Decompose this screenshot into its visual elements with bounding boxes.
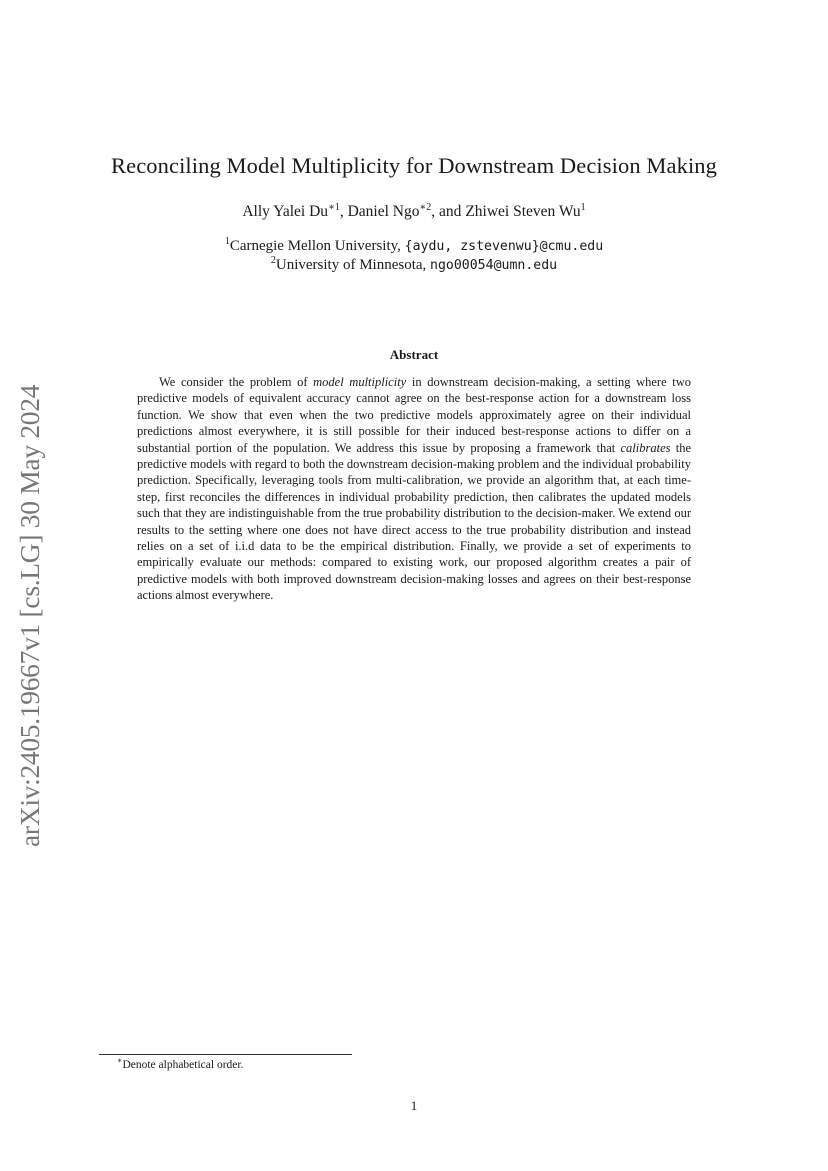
affiliation-org: Carnegie Mellon University,: [229, 238, 405, 254]
author-list: [60, 203, 768, 221]
abstract-emphasis: model multiplicity: [313, 375, 407, 389]
page-number: 1: [410, 1098, 418, 1113]
arxiv-stamp: [9, 355, 51, 847]
author-name: Zhiwei Steven Wu: [465, 203, 581, 220]
affiliation-email: ngo00054@umn.edu: [430, 258, 558, 273]
footnote-text: Denote alphabetical order.: [122, 1059, 244, 1071]
affiliation-mark: 2: [270, 255, 276, 266]
affiliation-org: University of Minnesota,: [275, 257, 431, 273]
author-mark: ∗1: [328, 201, 340, 213]
affiliation-email: {aydu, zstevenwu}@cmu.edu: [404, 239, 604, 254]
author-name: Daniel Ngo: [347, 203, 420, 220]
author-name: Ally Yalei Du: [242, 203, 329, 220]
footnote: [117, 1056, 244, 1071]
abstract-emphasis: calibrates: [620, 440, 671, 455]
author-mark: ∗2: [419, 201, 432, 213]
footnote-mark: ∗: [117, 1056, 123, 1066]
abstract-body: [137, 374, 691, 604]
abstract-text: in downstream decision-making, a setting where two predictive models of equivalent accuracy cannot agree on the best-response action for a downstream loss function. We show that even when the two predictive models approximately agree on their individual predictions almost everywhere, it is still possible for their induced best-response actions to differ on a substantial portion of the population. We address this issue by proposing a framework that: [137, 375, 691, 455]
affiliation: [60, 238, 768, 255]
affiliation: [60, 257, 768, 274]
author-separator: , and: [431, 203, 466, 220]
author-separator: ,: [339, 203, 348, 220]
abstract-text: We consider the problem of: [159, 375, 314, 389]
paper-title: Reconciling Model Multiplicity for Downstream Decision Making: [111, 153, 717, 178]
abstract-heading: Abstract: [389, 347, 439, 362]
affiliation-mark: 1: [224, 236, 230, 247]
abstract-text: the predictive models with regard to both the downstream decision-making problem and the individual probability prediction. Specifically, leveraging tools from multi-calibration, we provide an algorithm that, at each time-step, first reconciles the differences in individual probability prediction, then calibrates the updated models such that they are indistinguishable from the true probability distribution to the decision-maker. We extend our results to the setting where one does not have direct access to the true probability distribution and instead relies on a set of i.i.d data to be the empirical distribution. Finally, we provide a set of experiments to empirically evaluate our methods: compared to existing work, our proposed algorithm creates a pair of predictive models with both improved downstream decision-making losses and agrees on their best-response actions almost everywhere.: [137, 440, 691, 603]
author-mark: 1: [580, 201, 586, 213]
arxiv-stamp-text: arXiv:2405.19667v1 [cs.LG] 30 May 2024: [14, 384, 45, 847]
footnote-rule: [99, 1054, 352, 1055]
